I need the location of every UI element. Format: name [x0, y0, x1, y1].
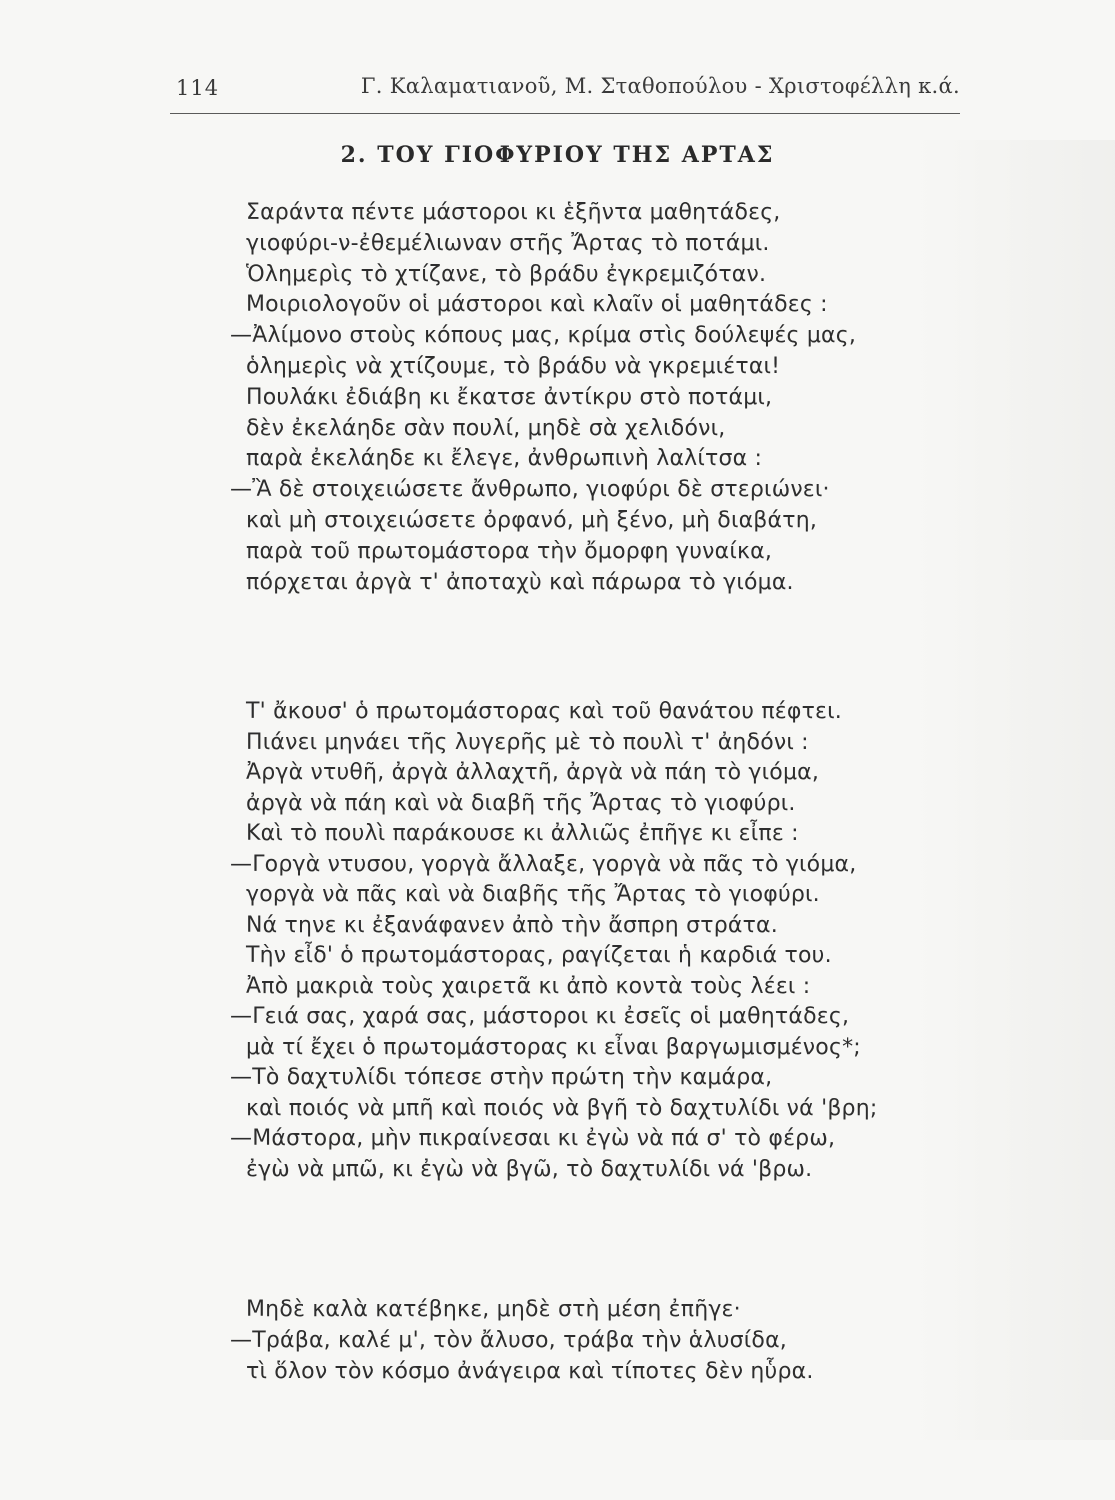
verse-line: Τ' ἄκουσ' ὁ πρωτομάστορας καὶ τοῦ θανάτου πέφτει. — [246, 699, 842, 724]
verse-line: μὰ τί ἔχει ὁ πρωτομάστορας κι εἶναι βαργωμισμένος*; — [246, 1034, 861, 1060]
verse-line: —Ἀλίμονο στοὺς κόπους μας, κρίμα στὶς δούλεψές μας, — [230, 323, 857, 349]
verse-line: Καὶ τὸ πουλὶ παράκουσε κι ἀλλιῶς ἐπῆγε κι εἶπε : — [246, 821, 799, 846]
verse-line: καὶ μὴ στοιχειώσετε ὀρφανό, μὴ ξένο, μὴ διαβάτη, — [246, 507, 818, 533]
verse-line: —Γειά σας, χαρά σας, μάστοροι κι ἐσεῖς οἱ μαθητάδες, — [230, 1004, 850, 1029]
verse-line: Πιάνει μηνάει τῆς λυγερῆς μὲ τὸ πουλὶ τ' ἀηδόνι : — [246, 729, 809, 755]
verse-line: —Τὸ δαχτυλίδι τόπεσε στὴν πρώτη τὴν καμάρα, — [230, 1065, 773, 1090]
verse-line: Ἀργὰ ντυθῆ, ἀργὰ ἀλλαχτῆ, ἀργὰ νὰ πάη τὸ γιόμα, — [246, 760, 820, 785]
verse-line: Πουλάκι ἐδιάβη κι ἔκατσε ἀντίκρυ στὸ ποτάμι, — [246, 384, 773, 410]
verse-line: ὁλημερὶς νὰ χτίζουμε, τὸ βράδυ νὰ γκρεμιέται! — [246, 353, 781, 379]
verse-line: παρὰ τοῦ πρωτομάστορα τὴν ὄμορφη γυναίκα, — [246, 538, 773, 564]
verse-line: τὶ ὅλον τὸν κόσμο ἀνάγειρα καὶ τίποτες δὲν ηὗρα. — [246, 1358, 814, 1384]
stanza-2 — [230, 697, 970, 1185]
poem-title: 2. ΤΟΥ ΓΙΟΦΥΡΙΟΥ ΤΗΣ ΑΡΤΑΣ — [340, 142, 775, 168]
verse-line: Μηδὲ καλὰ κατέβηκε, μηδὲ στὴ μέση ἐπῆγε· — [246, 1297, 741, 1322]
verse-line: —Γοργὰ ντυσου, γοργὰ ἄλλαξε, γοργὰ νὰ πᾶς τὸ γιόμα, — [230, 851, 857, 877]
page-number: 114 — [176, 76, 220, 100]
stanza-3 — [230, 1295, 970, 1387]
verse-line: Σαράντα πέντε μάστοροι κι ἑξῆντα μαθητάδες, — [246, 200, 781, 225]
verse-line: γοργὰ νὰ πᾶς καὶ νὰ διαβῆς τῆς Ἄρτας τὸ γιοφύρι. — [246, 882, 820, 907]
verse-line: δὲν ἐκελάηδε σὰν πουλί, μηδὲ σὰ χελιδόνι, — [246, 415, 726, 441]
verse-line: ἀργὰ νὰ πάη καὶ νὰ διαβῆ τῆς Ἄρτας τὸ γιοφύρι. — [246, 790, 796, 816]
verse-line: γιοφύρι-ν-ἐθεμέλιωναν στῆς Ἄρτας τὸ ποτάμι. — [246, 230, 770, 256]
header-rule — [170, 113, 960, 114]
verse-line: καὶ ποιός νὰ μπῆ καὶ ποιός νὰ βγῆ τὸ δαχτυλίδι νά 'βρη; — [246, 1095, 878, 1121]
verse-line: πόρχεται ἀργὰ τ' ἀποταχὺ καὶ πάρωρα τὸ γιόμα. — [246, 569, 794, 595]
running-head: Γ. Καλαματιανοῦ, Μ. Σταθοπούλου - Χριστοφέλλη κ.ά. — [360, 74, 960, 98]
verse-line: —Τράβα, καλέ μ', τὸν ἄλυσο, τράβα τὴν ἁλυσίδα, — [230, 1327, 787, 1353]
verse-line: παρὰ ἐκελάηδε κι ἔλεγε, ἀνθρωπινὴ λαλίτσα : — [246, 446, 763, 472]
verse-line: Τὴν εἶδ' ὁ πρωτομάστορας, ραγίζεται ἡ καρδιά του. — [246, 943, 832, 968]
verse-line: Ἀπὸ μακριὰ τοὺς χαιρετᾶ κι ἀπὸ κοντὰ τοὺς λέει : — [246, 973, 811, 999]
verse-line: —Ἂ δὲ στοιχειώσετε ἄνθρωπο, γιοφύρι δὲ στεριώνει· — [230, 477, 830, 503]
verse-line: Ὁλημερὶς τὸ χτίζανε, τὸ βράδυ ἐγκρεμιζόταν. — [246, 261, 767, 287]
verse-line: Μοιριολογοῦν οἱ μάστοροι καὶ κλαῖν οἱ μαθητάδες : — [246, 292, 828, 318]
verse-line: —Μάστορα, μὴν πικραίνεσαι κι ἐγὼ νὰ πά σ' τὸ φέρω, — [230, 1126, 836, 1151]
stanza-1 — [230, 198, 970, 598]
verse-line: Νά τηνε κι ἐξανάφανεν ἀπὸ τὴν ἄσπρη στράτα. — [246, 912, 778, 938]
verse-line: ἐγὼ νὰ μπῶ, κι ἐγὼ νὰ βγῶ, τὸ δαχτυλίδι νά 'βρω. — [246, 1156, 813, 1182]
page-header — [170, 72, 960, 106]
